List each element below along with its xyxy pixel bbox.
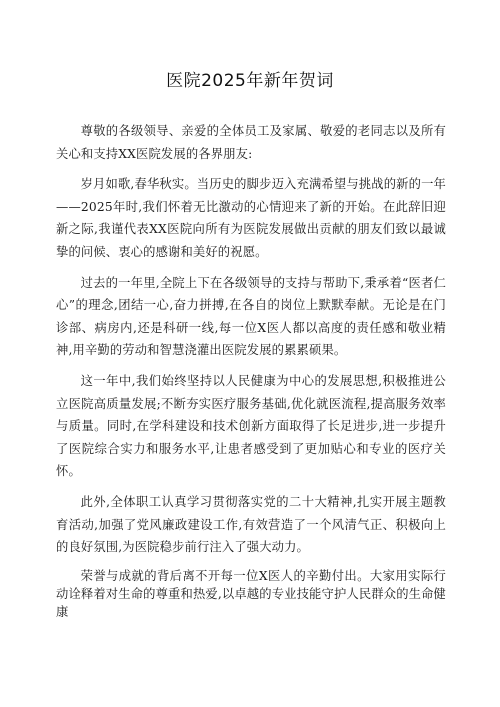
document-title: 医院2025年新年贺词	[166, 71, 334, 91]
paragraph-past-year: 过去的一年里,全院上下在各级领导的支持与帮助下,秉承着“医者仁心”的理念,团结一心,奋力拼搏,在各自的岗位上默默奉献。无论是在门诊部、病房内,还是科研一线,每一位X医人都以高度的责任感和敬业精神,用辛勤的劳动和智慧浇灌出医院发展的累累硕果。	[56, 275, 446, 358]
paragraph-new-year-greeting: 岁月如歌,春华秋实。当历史的脚步迈入充满希望与挑战的新的一年——2025年时,我们怀着无比激动的心情迎来了新的开始。在此辞旧迎新之际,我谨代表XX医院向所有为医院发展做出贡献的朋友们致以最诚挚的问候、衷心的感谢和美好的祝愿。	[56, 177, 446, 259]
paragraph-party-spirit: 此外,全体职工认真学习贯彻落实党的二十大精神,扎实开展主题教育活动,加强了党风廉政建设工作,有效营造了一个风清气正、积极向上的良好氛围,为医院稳步前行注入了强大动力。	[56, 494, 446, 555]
salutation-paragraph: 尊敬的各级领导、亲爱的全体员工及家属、敬爱的老同志以及所有关心和支持XX医院发展的各界朋友:	[56, 124, 446, 161]
paragraph-development: 这一年中,我们始终坚持以人民健康为中心的发展思想,积极推进公立医院高质量发展;不断夯实医疗服务基础,优化就医流程,提高服务效率与质量。同时,在学科建设和技术创新方面取得了长足进步,进一步提升了医院综合实力和服务水平,让患者感受到了更加贴心和专业的医疗关怀。	[56, 373, 446, 479]
paragraph-honor: 荣誉与成就的背后离不开每一位X医人的辛勤付出。大家用实际行动诠释着对生命的尊重和热爱,以卓越的专业技能守护人民群众的生命健康	[56, 568, 446, 619]
document-body	[56, 120, 446, 629]
